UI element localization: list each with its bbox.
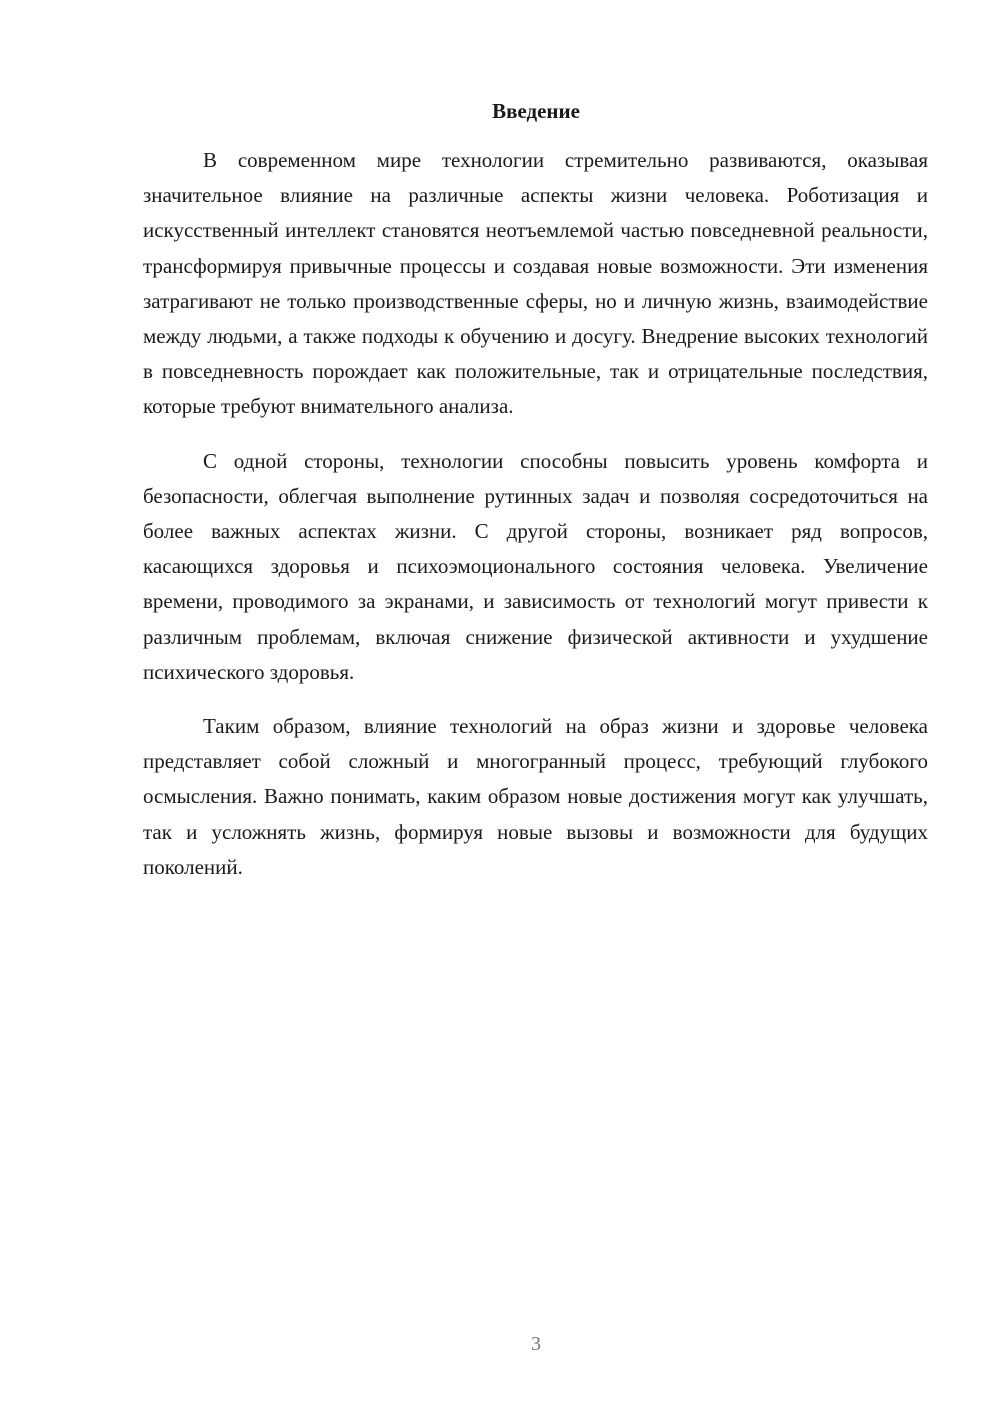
paragraph-2: С одной стороны, технологии способны повысить уровень комфорта и безопасности, облегчая выполнение рутинных задач и позволяя сосредоточиться на более важных аспектах жизни. С другой стороны, возникает ряд вопросов, касающихся здоровья и психоэмоционального состояния человека. Увеличение времени, проводимого за экранами, и зависимость от технологий могут привести к различным проблемам, включая снижение физической активности и ухудшение психического здоровья. xyxy=(143,448,928,684)
section-heading: Введение xyxy=(492,99,580,123)
body-text xyxy=(143,143,928,885)
paragraph-1: В современном мире технологии стремительно развиваются, оказывая значительное влияние на различные аспекты жизни человека. Роботизация и искусственный интеллект становятся неотъемлемой частью повседневной реальности, трансформируя привычные процессы и создавая новые возможности. Эти изменения затрагивают не только производственные сферы, но и личную жизнь, взаимодействие между людьми, а также подходы к обучению и досугу. Внедрение высоких технологий в повседневность порождает как положительные, так и отрицательные последствия, которые требуют внимательного анализа. xyxy=(143,148,928,419)
paragraph-3: Таким образом, влияние технологий на образ жизни и здоровье человека представляет собой сложный и многогранный процесс, требующий глубокого осмысления. Важно понимать, каким образом новые достижения могут как улучшать, так и усложнять жизнь, формируя новые вызовы и возможности для будущих поколений. xyxy=(143,714,928,879)
page-number: 3 xyxy=(531,1333,541,1355)
